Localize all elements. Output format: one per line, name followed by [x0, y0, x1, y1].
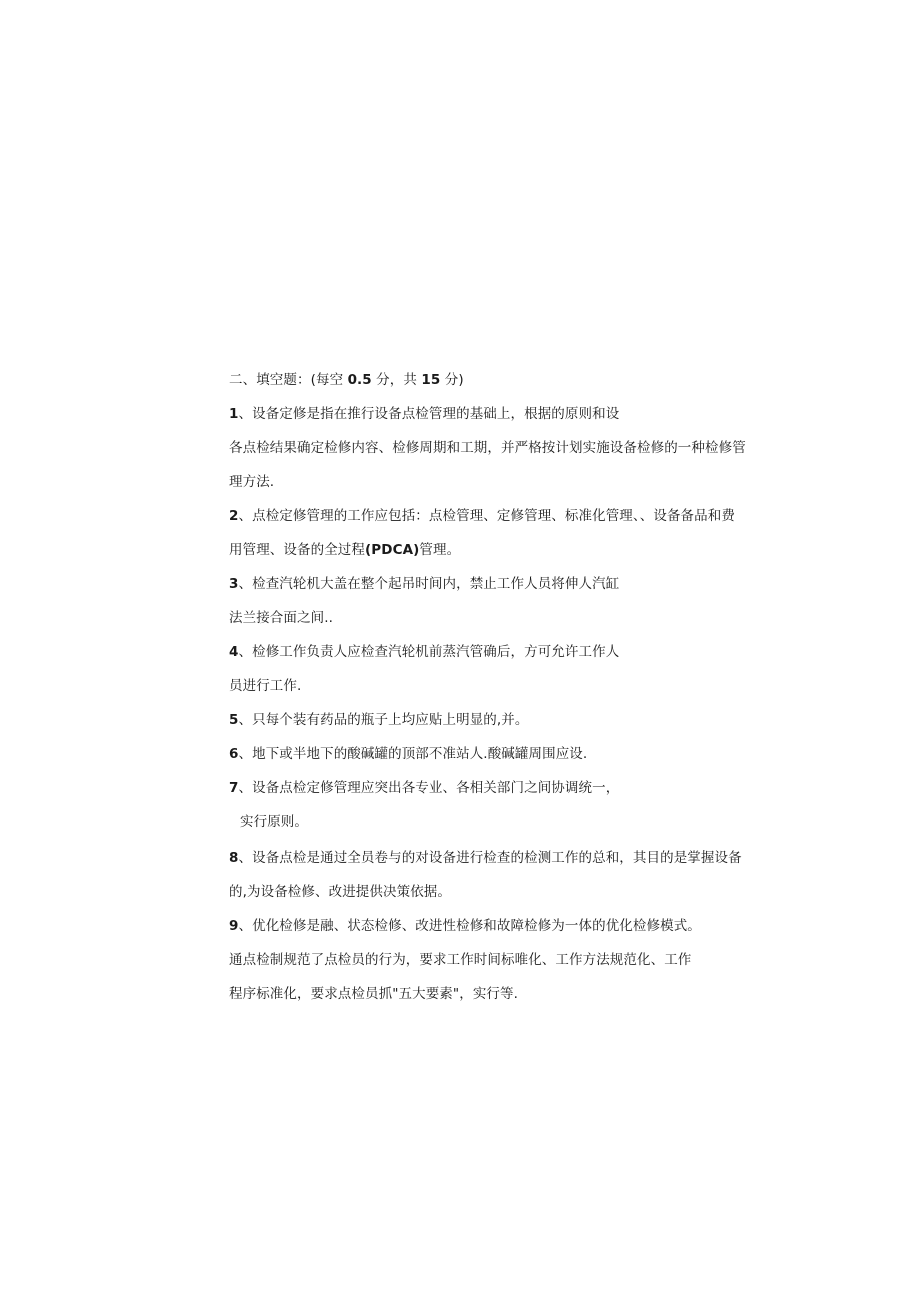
question-1-line-1 [229, 404, 789, 424]
question-text: 、设备点检是通过全员卷与的对设备进行检查的检测工作的总和，其目的是掌握设备 [238, 850, 742, 866]
question-2-line-2 [229, 540, 789, 560]
question-text: 、地下或半地下的酸碱罐的顶部不准站人.酸碱罐周围应设. [238, 746, 588, 762]
question-number: 5 [229, 712, 239, 728]
question-text: 用管理、设备的全过程 [229, 542, 365, 558]
question-text: 各点检结果确定检修内容、检修周期和工期，并严格按计划实施设备检修的一种检修管 [229, 440, 746, 456]
section-title-total: 15 [421, 372, 441, 388]
section-title-mid: 分，共 [371, 372, 422, 388]
question-number: 6 [229, 746, 239, 762]
question-text: 、设备点检定修管理应突出各专业、各相关部门之间协调统一， [238, 780, 620, 796]
paragraph-text: 通点检制规范了点检员的行为，要求工作时间标唯化、工作方法规范化、工作 [229, 952, 692, 968]
question-3-line-2 [229, 608, 789, 628]
question-7-line-1 [229, 778, 789, 798]
paragraph-text: 程序标准化，要求点检员抓"五大要素"，实行等. [229, 986, 519, 1002]
question-2-line-1 [229, 506, 789, 526]
question-number: 4 [229, 644, 239, 660]
question-text: 、优化检修是融、状态检修、改进性检修和故障检修为一体的优化检修模式。 [238, 918, 701, 934]
question-text-bold: (PDCA) [365, 542, 420, 558]
question-number: 1 [229, 406, 239, 422]
question-7-line-2 [240, 812, 800, 832]
question-4-line-1 [229, 642, 789, 662]
question-8-line-1 [229, 848, 789, 868]
question-text: 、检修工作负责人应检查汽轮机前蒸汽管确后，方可允许工作人 [238, 644, 620, 660]
question-text: 理方法. [229, 474, 275, 490]
trailing-line-1 [229, 950, 789, 970]
question-text: 法兰接合面之间.. [229, 610, 333, 626]
question-text: 实行原则。 [240, 814, 308, 830]
question-text: 的,为设备检修、改进提供决策依据。 [229, 884, 451, 900]
section-title-suffix: 分) [440, 372, 464, 388]
question-1-line-3 [229, 472, 789, 492]
section-title-score: 0.5 [347, 372, 372, 388]
section-title [229, 370, 789, 390]
question-text: 、检查汽轮机大盖在整个起吊时间内，禁止工作人员将伸人汽缸 [238, 576, 620, 592]
question-9-line-1 [229, 916, 789, 936]
question-text: 、设备定修是指在推行设备点检管理的基础上，根据的原则和设 [238, 406, 620, 422]
question-number: 9 [229, 918, 239, 934]
section-title-prefix: 二、填空题：(每空 [229, 372, 348, 388]
trailing-line-2 [229, 984, 789, 1004]
question-number: 2 [229, 508, 239, 524]
question-text: 员进行工作. [229, 678, 302, 694]
question-6-line-1 [229, 744, 789, 764]
question-number: 3 [229, 576, 239, 592]
question-text: 管理。 [419, 542, 461, 558]
question-text: 、点检定修管理的工作应包括：点检管理、定修管理、标准化管理、、设备备品和费 [238, 508, 735, 524]
question-8-line-2 [229, 882, 789, 902]
question-4-line-2 [229, 676, 789, 696]
question-number: 7 [229, 780, 239, 796]
question-text: 、只每个装有药品的瓶子上均应贴上明显的,并。 [238, 712, 529, 728]
question-number: 8 [229, 850, 239, 866]
question-3-line-1 [229, 574, 789, 594]
question-1-line-2 [229, 438, 789, 458]
question-5-line-1 [229, 710, 789, 730]
